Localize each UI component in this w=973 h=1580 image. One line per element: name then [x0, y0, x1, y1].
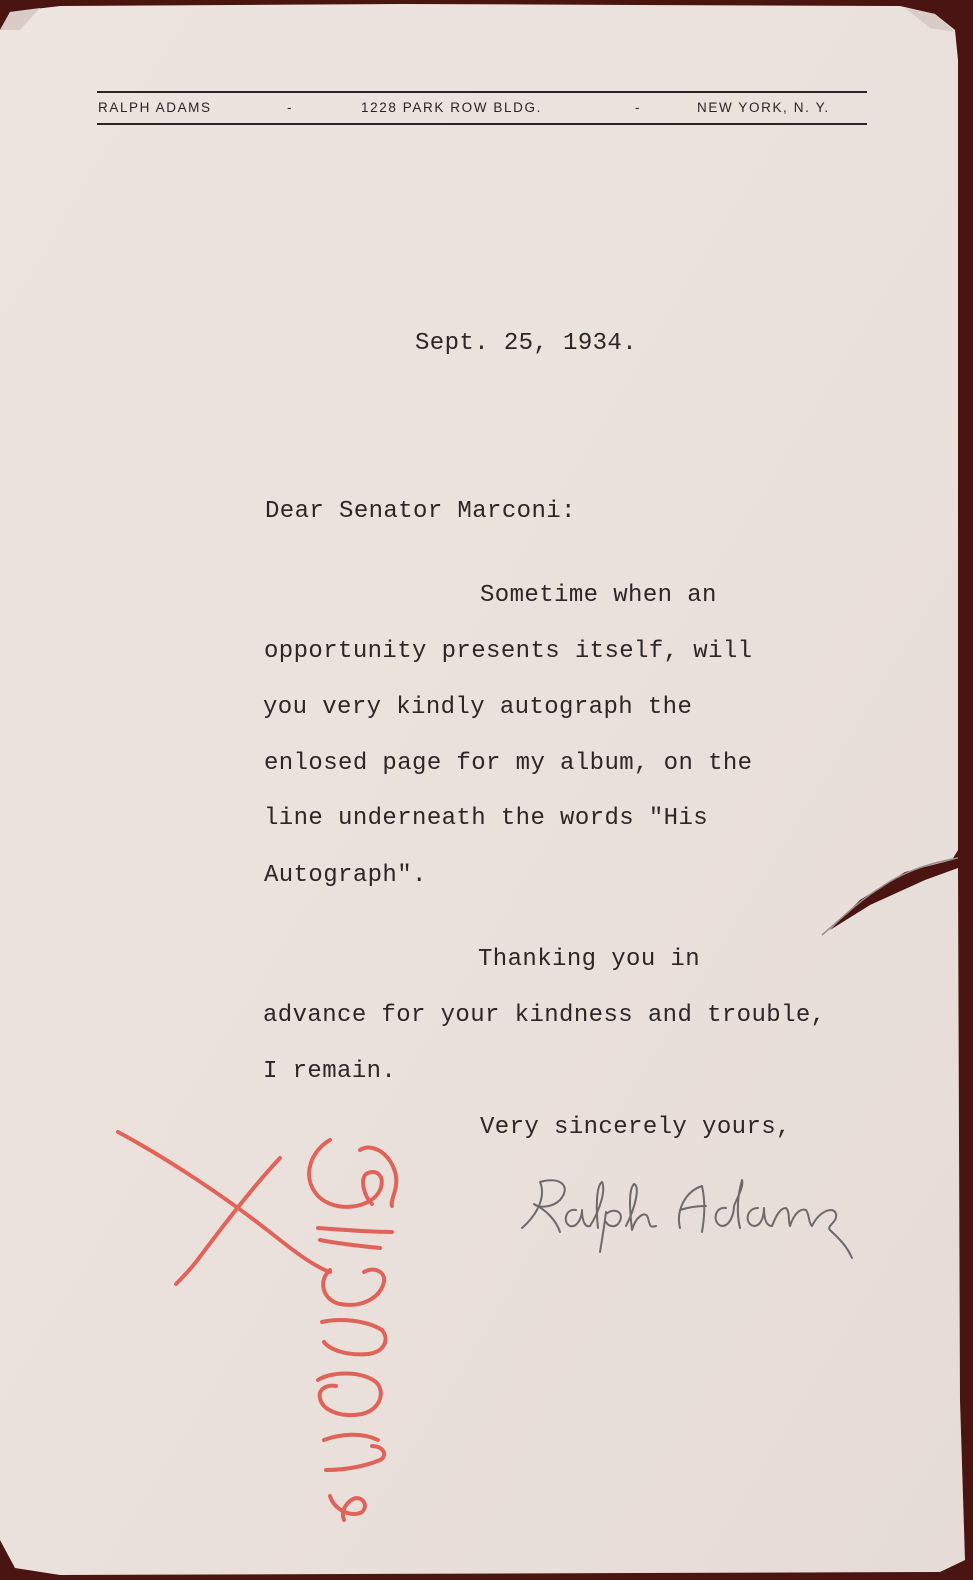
body-line: line underneath the words "His [264, 805, 709, 832]
body-line: opportunity presents itself, will [264, 638, 753, 665]
body-line: I remain. [263, 1058, 397, 1085]
letterhead-separator: - [635, 100, 642, 115]
letterhead-separator: - [287, 100, 294, 115]
letter-closing: Very sincerely yours, [480, 1114, 791, 1141]
body-line: you very kindly autograph the [263, 694, 693, 721]
letter-date: Sept. 25, 1934. [415, 330, 638, 357]
paper-sheet [0, 4, 965, 1575]
letterhead-address: 1228 PARK ROW BLDG. [361, 100, 542, 115]
letterhead-rule [97, 91, 867, 125]
letterhead-name: RALPH ADAMS [98, 100, 212, 115]
body-line: Sometime when an [480, 582, 717, 609]
body-line: advance for your kindness and trouble, [263, 1002, 826, 1029]
body-line: enlosed page for my album, on the [264, 750, 753, 777]
letterhead-city: NEW YORK, N. Y. [697, 100, 830, 115]
body-line: Autograph". [264, 862, 427, 889]
body-line: Thanking you in [478, 946, 701, 973]
letter-salutation: Dear Senator Marconi: [265, 498, 576, 525]
